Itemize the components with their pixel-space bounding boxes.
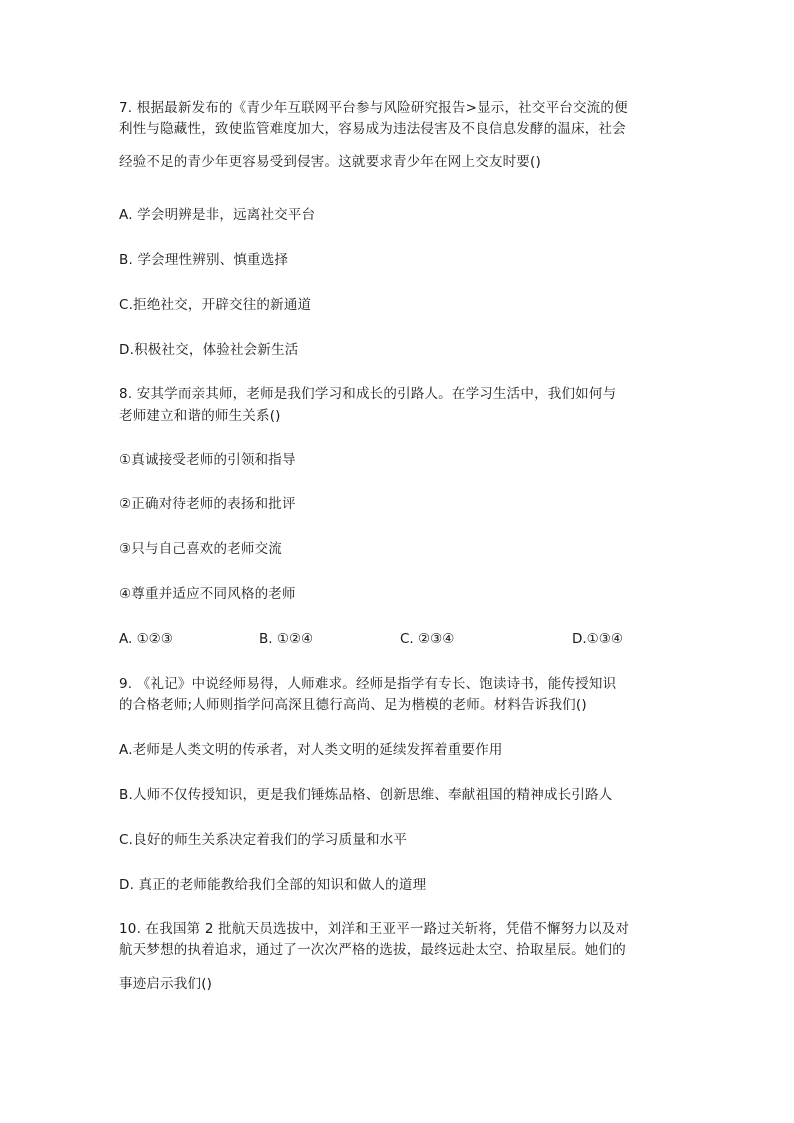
q8-statement-3: ③只与自己喜欢的老师交流 (119, 541, 283, 557)
q8-choices-row (119, 630, 679, 648)
q8-choice-d: D.①③④ (572, 631, 623, 647)
q7-stem-line-1: 7. 根据最新发布的《青少年互联网平台参与风险研究报告>显示，社交平台交流的便 (119, 100, 628, 116)
q7-stem-line-2: 利性与隐藏性，致使监管难度加大，容易成为违法侵害及不良信息发酵的温床，社会 (119, 121, 626, 137)
q8-statement-4: ④尊重并适应不同风格的老师 (119, 586, 296, 602)
q9-option-b: B.人师不仅传授知识，更是我们锤炼品格、创新思维、奉献祖国的精神成长引路人 (119, 787, 613, 803)
q8-choice-a: A. ①②③ (119, 631, 173, 647)
q8-stem-line-2: 老师建立和谐的师生关系() (119, 408, 281, 424)
q8-stem-line-1: 8. 安其学而亲其师，老师是我们学习和成长的引路人。在学习生活中，我们如何与 (119, 386, 617, 402)
q10-stem-line-2: 航天梦想的执着追求，通过了一次次严格的选拔，最终远赴太空、拾取星辰。她们的 (119, 942, 626, 958)
q7-option-b: B. 学会理性辨别、慎重选择 (119, 252, 289, 268)
q7-stem-line-3: 经验不足的青少年更容易受到侵害。这就要求青少年在网上交友时要() (119, 154, 541, 170)
q8-statement-1: ①真诚接受老师的引领和指导 (119, 452, 296, 468)
q7-option-c: C.拒绝社交，开辟交往的新通道 (119, 297, 312, 313)
q9-option-a: A.老师是人类文明的传承者，对人类文明的延续发挥着重要作用 (119, 742, 503, 758)
q9-option-d: D. 真正的老师能教给我们全部的知识和做人的道理 (119, 877, 427, 893)
q9-option-c: C.良好的师生关系决定着我们的学习质量和水平 (119, 832, 408, 848)
q8-statement-2: ②正确对待老师的表扬和批评 (119, 496, 296, 512)
q9-stem-line-2: 的合格老师;人师则指学问高深且德行高尚、足为楷模的老师。材料告诉我们() (119, 697, 587, 713)
q7-option-a: A. 学会明辨是非，远离社交平台 (119, 207, 316, 223)
q10-stem-line-1: 10. 在我国第 2 批航天员选拔中，刘洋和王亚平一路过关斩将，凭借不懈努力以及对 (119, 921, 630, 937)
q8-choice-b: B. ①②④ (259, 631, 314, 647)
q10-stem-line-3: 事迹启示我们() (119, 976, 213, 992)
q7-option-d: D.积极社交，体验社会新生活 (119, 342, 299, 358)
q8-choice-c: C. ②③④ (400, 631, 455, 647)
q9-stem-line-1: 9. 《礼记》中说经师易得，人师难求。经师是指学有专长、饱读诗书，能传授知识 (119, 676, 617, 692)
